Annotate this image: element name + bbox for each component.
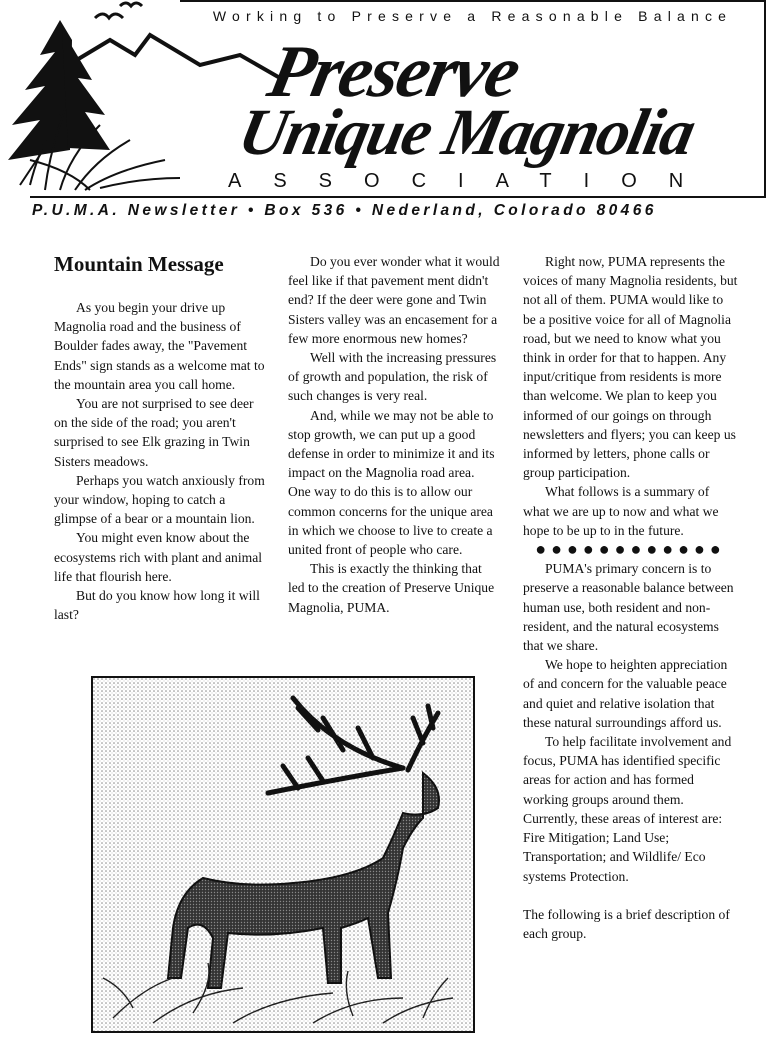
paragraph: You are not surprised to see deer on the side of the road; you aren't surprised to see Elk grazing in Twin Sisters meadows. bbox=[54, 396, 254, 469]
paragraph: Well with the increasing pressures of growth and population, the risk of such changes is very real. bbox=[288, 350, 497, 404]
masthead-frame-right bbox=[764, 0, 766, 197]
dot-separator: ●●●●●●●●●●●● bbox=[535, 539, 726, 560]
masthead-top-rule bbox=[180, 0, 765, 2]
paragraph: The following is a brief description of each group. bbox=[523, 906, 730, 941]
paragraph: Right now, PUMA represents the voices of many Magnolia residents, but not all of them. PUMA would like to be a positive voice for all of Magnolia road, but we need to know what you think in order for that to happen. Any input/critique from residents is more than welcome. We plan to keep you informed of our goings on through newsletters and flyers; you can keep us informed by letters, phone calls or group participation. bbox=[523, 254, 738, 481]
paragraph: This is exactly the thinking that led to the creation of Preserve Unique Magnolia, PUMA. bbox=[288, 561, 495, 615]
paragraph: As you begin your drive up Magnolia road and the business of Boulder fades away, the "Pavement Ends" sign stands as a welcome mat to the mountain area you call home. bbox=[54, 300, 265, 392]
masthead-association: ASSOCIATION bbox=[228, 170, 716, 192]
masthead-tagline: Working to Preserve a Reasonable Balance bbox=[212, 8, 733, 24]
elk-illustration bbox=[91, 676, 475, 1033]
masthead-title-preserve: Preserve bbox=[261, 31, 526, 113]
paragraph: And, while we may not be able to stop growth, we can put up a good defense in order to minimize it and its impact on the Magnolia road area. One way to do this is to allow our common concerns for the unique area in which we choose to live to create a united front of people who care. bbox=[288, 407, 495, 558]
article-column-3 bbox=[523, 252, 738, 943]
paragraph: You might even know about the ecosystems rich with plant and animal life that flourish here. bbox=[54, 530, 263, 584]
paragraph: What follows is a summary of what we are up to now and what we hope to be up to in the future. bbox=[523, 484, 719, 538]
article-column-1 bbox=[54, 252, 266, 624]
paragraph: Perhaps you watch anxiously from your window, hoping to catch a glimpse of a bear or a mountain lion. bbox=[54, 472, 265, 527]
paragraph: Do you ever wonder what it would feel like if that pavement ment didn't end? If the deer were gone and Twin Sisters valley was an encasement for a few more enormous new homes? bbox=[288, 254, 500, 346]
article-heading: Mountain Message bbox=[54, 252, 224, 276]
paragraph: To help facilitate involvement and focus, PUMA has identified specific areas for action and has formed working groups around them. Currently, these areas of interest are: Fire Mitigation; Land Use; Transportation; and Wildlife/ Eco systems Protection. bbox=[523, 734, 732, 884]
masthead-title-unique-magnolia: Unique Magnolia bbox=[232, 96, 701, 169]
newsletter-address-line: P.U.M.A. Newsletter • Box 536 • Nederland, Colorado 80466 bbox=[32, 202, 657, 219]
paragraph: We hope to heighten appreciation of and concern for the valuable peace and quiet and relative isolation that these natural surroundings afford us. bbox=[523, 657, 728, 730]
masthead-bottom-rule bbox=[30, 196, 766, 198]
elk-drawing bbox=[93, 678, 473, 1031]
paragraph: But do you know how long it will last? bbox=[54, 588, 260, 623]
article-column-2 bbox=[288, 252, 500, 617]
paragraph: PUMA's primary concern is to preserve a reasonable balance between human use, both resident and non-resident, and the natural ecosystems that we share. bbox=[523, 561, 734, 654]
masthead bbox=[0, 0, 770, 230]
